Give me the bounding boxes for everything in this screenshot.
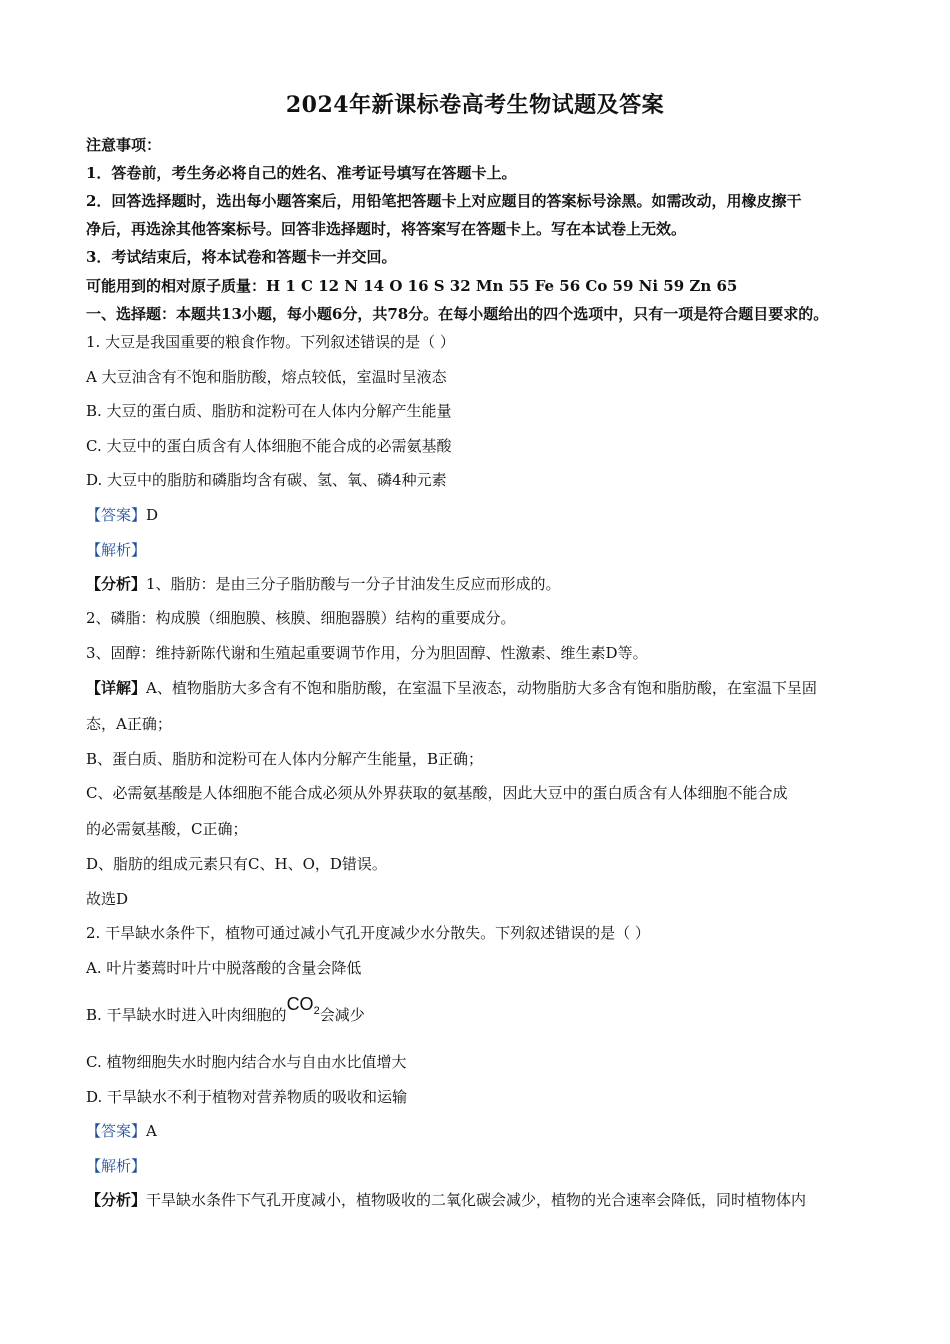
- co2-subscript: 2: [313, 1005, 320, 1017]
- co2-text: CO: [286, 994, 314, 1014]
- q1-fenxi-text-1: 1、脂肪：是由三分子脂肪酸与一分子甘油发生反应而形成的。: [146, 575, 561, 593]
- page-title: 2024年新课标卷高考生物试题及答案: [285, 92, 665, 118]
- notice-item-3: 3．考试结束后，将本试卷和答题卡一并交回。: [86, 248, 397, 266]
- q1-conclusion: 故选D: [86, 890, 129, 908]
- notice-item-1: 1．答卷前，考生务必将自己的姓名、准考证号填写在答题卡上。: [86, 164, 517, 182]
- q2-analysis-tag: 【解析】: [86, 1157, 147, 1175]
- q1-xiangjie-2: 态，A正确；: [86, 715, 172, 733]
- q1-fenxi-2: 2、磷脂：构成膜（细胞膜、核膜、细胞器膜）结构的重要成分。: [86, 609, 516, 627]
- q1-analysis-tag: 【解析】: [86, 541, 147, 559]
- q1-xiangjie-3: B、蛋白质、脂肪和淀粉可在人体内分解产生能量，B正确；: [86, 750, 484, 768]
- q2-answer-tag: 【答案】: [86, 1122, 147, 1140]
- notice-heading: 注意事项：: [86, 136, 162, 154]
- q2-stem: 2. 干旱缺水条件下，植物可通过减小气孔开度减少水分散失。下列叙述错误的是（ ）: [86, 924, 650, 942]
- q1-option-d: D. 大豆中的脂肪和磷脂均含有碳、氢、氧、磷4种元素: [86, 471, 447, 489]
- q2-option-a: A. 叶片萎蔫时叶片中脱落酸的含量会降低: [86, 959, 362, 977]
- q2-fenxi-tag: 【分析】: [86, 1191, 147, 1209]
- co2-formula: [286, 994, 320, 1017]
- q1-fenxi-3: 3、固醇：维持新陈代谢和生殖起重要调节作用，分为胆固醇、性激素、维生素D等。: [86, 644, 648, 662]
- notice-item-2-cont: 净后，再选涂其他答案标号。回答非选择题时，将答案写在答题卡上。写在本试卷上无效。: [86, 220, 687, 238]
- q1-stem: 1. 大豆是我国重要的粮食作物。下列叙述错误的是（ ）: [86, 333, 455, 351]
- section-1-heading: 一、选择题：本题共13小题，每小题6分，共78分。在每小题给出的四个选项中，只有一项是符合题目要求的。: [86, 305, 829, 323]
- q1-fenxi-1: [86, 573, 561, 594]
- atomic-mass-line: 可能用到的相对原子质量：H 1 C 12 N 14 O 16 S 32 Mn 55 Fe 56 Co 59 Ni 59 Zn 65: [86, 277, 738, 295]
- q1-fenxi-tag: 【分析】: [86, 575, 147, 593]
- q1-xiangjie-text-1: A、植物脂肪大多含有不饱和脂肪酸，在室温下呈液态，动物脂肪大多含有饱和脂肪酸，在室温下呈固: [146, 679, 817, 697]
- q2-fenxi-text: 干旱缺水条件下气孔开度减小，植物吸收的二氧化碳会减少，植物的光合速率会降低，同时植物体内: [146, 1191, 807, 1209]
- q2-option-b-post: 会减少: [319, 1006, 365, 1024]
- q1-xiangjie-5: 的必需氨基酸，C正确；: [86, 820, 248, 838]
- q2-option-b: [86, 994, 365, 1027]
- q1-option-c: C. 大豆中的蛋白质含有人体细胞不能合成的必需氨基酸: [86, 437, 452, 455]
- q1-answer-tag: 【答案】: [86, 506, 147, 524]
- notice-item-2: 2．回答选择题时，选出每小题答案后，用铅笔把答题卡上对应题目的答案标号涂黑。如需改动，用橡皮擦干: [86, 192, 802, 210]
- q1-xiangjie-6: D、脂肪的组成元素只有C、H、O，D错误。: [86, 855, 387, 873]
- q2-option-d: D. 干旱缺水不利于植物对营养物质的吸收和运输: [86, 1088, 408, 1106]
- q1-option-a: A 大豆油含有不饱和脂肪酸，熔点较低，室温时呈液态: [86, 368, 447, 386]
- q1-answer-value: D: [146, 506, 159, 524]
- q2-answer-value: A: [146, 1122, 157, 1140]
- q2-option-c: C. 植物细胞失水时胞内结合水与自由水比值增大: [86, 1053, 407, 1071]
- q1-xiangjie-tag: 【详解】: [86, 679, 147, 697]
- q1-xiangjie-1: [86, 677, 817, 698]
- q1-option-b: B. 大豆的蛋白质、脂肪和淀粉可在人体内分解产生能量: [86, 402, 452, 420]
- q2-fenxi: [86, 1189, 806, 1210]
- q2-option-b-pre: B. 干旱缺水时进入叶肉细胞的: [86, 1006, 287, 1024]
- q1-answer: [86, 504, 158, 525]
- q2-answer: [86, 1120, 157, 1141]
- q1-xiangjie-4: C、必需氨基酸是人体细胞不能合成必须从外界获取的氨基酸，因此大豆中的蛋白质含有人体细胞不能合成: [86, 784, 788, 802]
